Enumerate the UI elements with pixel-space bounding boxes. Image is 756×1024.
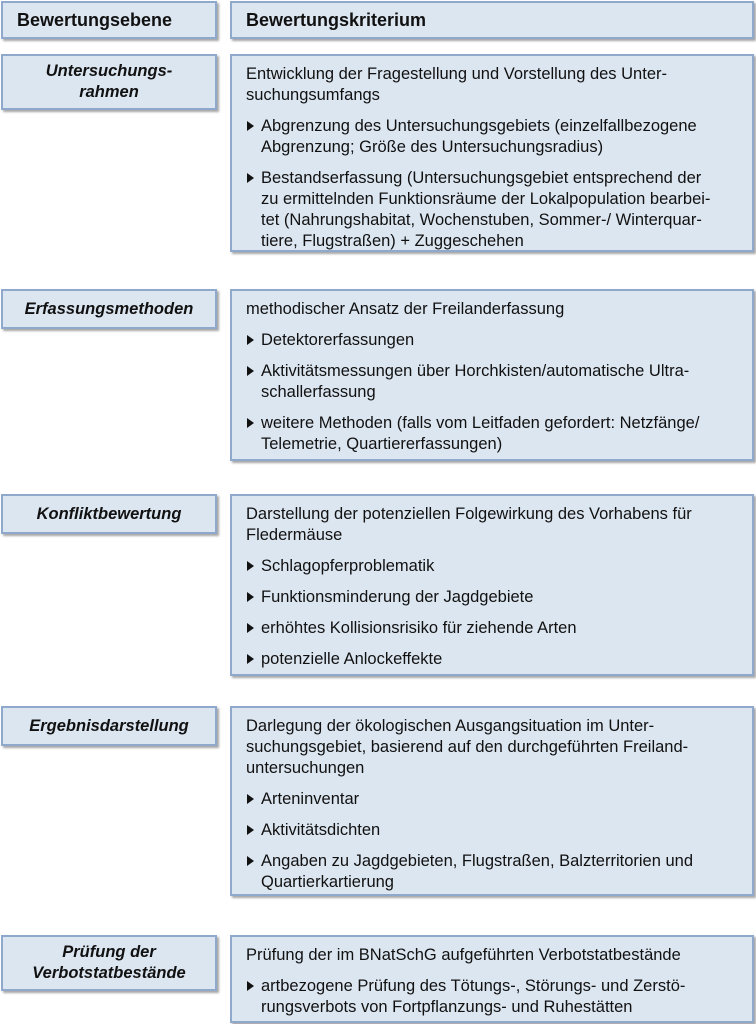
criterion-bullet-line: Aktivitätsdichten <box>261 821 381 839</box>
criterion-bullet-item <box>246 361 738 403</box>
triangle-bullet-icon <box>247 825 254 835</box>
criterion-bullet-item <box>246 116 738 158</box>
criterion-bullet-line: Abgrenzung des Untersuchungsgebiets (einzelfallbezogene <box>261 117 697 135</box>
level-label-line: Prüfung der <box>62 943 156 961</box>
criterion-bullet-line: Arteninventar <box>261 790 360 808</box>
criterion-bullet-line: Quartierkartierung <box>261 873 394 891</box>
level-label-line: Verbotstatbestände <box>32 964 186 982</box>
level-label-line: Ergebnisdarstellung <box>29 716 189 735</box>
criterion-bullet-list <box>246 789 738 893</box>
criterion-intro-line: methodischer Ansatz der Freilanderfassung <box>246 300 565 318</box>
triangle-bullet-icon <box>247 981 254 991</box>
criterion-bullet-line: erhöhtes Kollisionsrisiko für ziehende Arten <box>261 619 577 637</box>
criterion-bullet-line: Bestandserfassung (Untersuchungsgebiet entsprechend der <box>261 169 702 187</box>
criterion-bullet-line: potenzielle Anlockeffekte <box>261 650 443 668</box>
criterion-bullet-item <box>246 618 738 639</box>
level-label-line: Konfliktbewertung <box>36 504 182 523</box>
criterion-box <box>230 706 754 896</box>
criterion-bullet-line: rungsverbots von Fortpflanzungs- und Ruhestätten <box>261 998 633 1016</box>
criterion-intro-line: Entwicklung der Fragestellung und Vorstellung des Unter- <box>246 65 667 83</box>
triangle-bullet-icon <box>247 654 254 664</box>
header-level-label: Bewertungsebene <box>17 9 173 30</box>
triangle-bullet-icon <box>247 173 254 183</box>
criterion-bullet-item <box>246 330 738 351</box>
criterion-intro-line: Fledermäuse <box>246 526 343 544</box>
criterion-bullet-line: Funktionsminderung der Jagdgebiete <box>261 588 534 606</box>
triangle-bullet-icon <box>247 561 254 571</box>
criterion-intro-line: Prüfung der im BNatSchG aufgeführten Verbotstatbestände <box>246 946 681 964</box>
criterion-intro-line: suchungsgebiet, basierend auf den durchgeführten Freiland- <box>246 738 689 756</box>
criterion-intro <box>246 299 738 320</box>
header-level <box>1 1 217 39</box>
criterion-bullet-line: Abgrenzung; Größe des Untersuchungsradius) <box>261 138 604 156</box>
criterion-box <box>230 54 754 252</box>
criterion-bullet-item <box>246 789 738 810</box>
triangle-bullet-icon <box>247 794 254 804</box>
triangle-bullet-icon <box>247 592 254 602</box>
criterion-bullet-line: tet (Nahrungshabitat, Wochenstuben, Sommer-/ Winterquar- <box>261 211 702 229</box>
criterion-bullet-item <box>246 587 738 608</box>
criterion-bullet-item <box>246 413 738 455</box>
level-box <box>1 706 217 746</box>
criterion-bullet-item <box>246 820 738 841</box>
criterion-intro-line: untersuchungen <box>246 759 365 777</box>
criterion-bullet-item <box>246 976 738 1018</box>
criterion-bullet-list <box>246 976 738 1018</box>
level-box <box>1 54 217 110</box>
criterion-box <box>230 289 754 461</box>
criterion-box <box>230 494 754 676</box>
triangle-bullet-icon <box>247 418 254 428</box>
criterion-bullet-line: weitere Methoden (falls vom Leitfaden gefordert: Netzfänge/ <box>261 414 700 432</box>
level-box <box>1 935 217 991</box>
criterion-bullet-item <box>246 851 738 893</box>
criterion-bullet-line: tiere, Flugstraßen) + Zuggeschehen <box>261 232 524 250</box>
criterion-bullet-line: Schlagopferproblematik <box>261 557 435 575</box>
criterion-bullet-item <box>246 168 738 252</box>
criterion-bullet-item <box>246 649 738 670</box>
criterion-bullet-line: schallerfassung <box>261 383 376 401</box>
triangle-bullet-icon <box>247 121 254 131</box>
criterion-intro <box>246 504 738 546</box>
criterion-intro <box>246 945 738 966</box>
criterion-box <box>230 935 754 1023</box>
criterion-bullet-list <box>246 556 738 670</box>
level-label-line: Erfassungsmethoden <box>24 299 194 318</box>
triangle-bullet-icon <box>247 623 254 633</box>
criterion-intro <box>246 64 738 106</box>
level-box <box>1 494 217 534</box>
level-label-line: Untersuchungs- <box>45 62 173 80</box>
criterion-bullet-line: Detektorerfassungen <box>261 331 415 349</box>
header-criterion <box>230 1 754 39</box>
triangle-bullet-icon <box>247 366 254 376</box>
criterion-bullet-line: Angaben zu Jagdgebieten, Flugstraßen, Balzterritorien und <box>261 852 694 870</box>
criterion-bullet-line: artbezogene Prüfung des Tötungs-, Störungs- und Zerstö- <box>261 977 686 995</box>
triangle-bullet-icon <box>247 335 254 345</box>
level-label-line: rahmen <box>79 83 139 101</box>
criterion-intro-line: Darlegung der ökologischen Ausgangsituation im Unter- <box>246 717 655 735</box>
criterion-intro <box>246 716 738 779</box>
level-box <box>1 289 217 329</box>
criterion-bullet-list <box>246 330 738 455</box>
header-criterion-label: Bewertungskriterium <box>246 9 427 30</box>
triangle-bullet-icon <box>247 856 254 866</box>
criterion-intro-line: suchungsumfangs <box>246 86 380 104</box>
criterion-bullet-list <box>246 116 738 252</box>
criterion-bullet-line: Telemetrie, Quartiererfassungen) <box>261 435 503 453</box>
criterion-bullet-line: zu ermittelnden Funktionsräume der Lokalpopulation bearbei- <box>261 190 711 208</box>
criterion-intro-line: Darstellung der potenziellen Folgewirkung des Vorhabens für <box>246 505 692 523</box>
criterion-bullet-item <box>246 556 738 577</box>
criterion-bullet-line: Aktivitätsmessungen über Horchkisten/automatische Ultra- <box>261 362 690 380</box>
